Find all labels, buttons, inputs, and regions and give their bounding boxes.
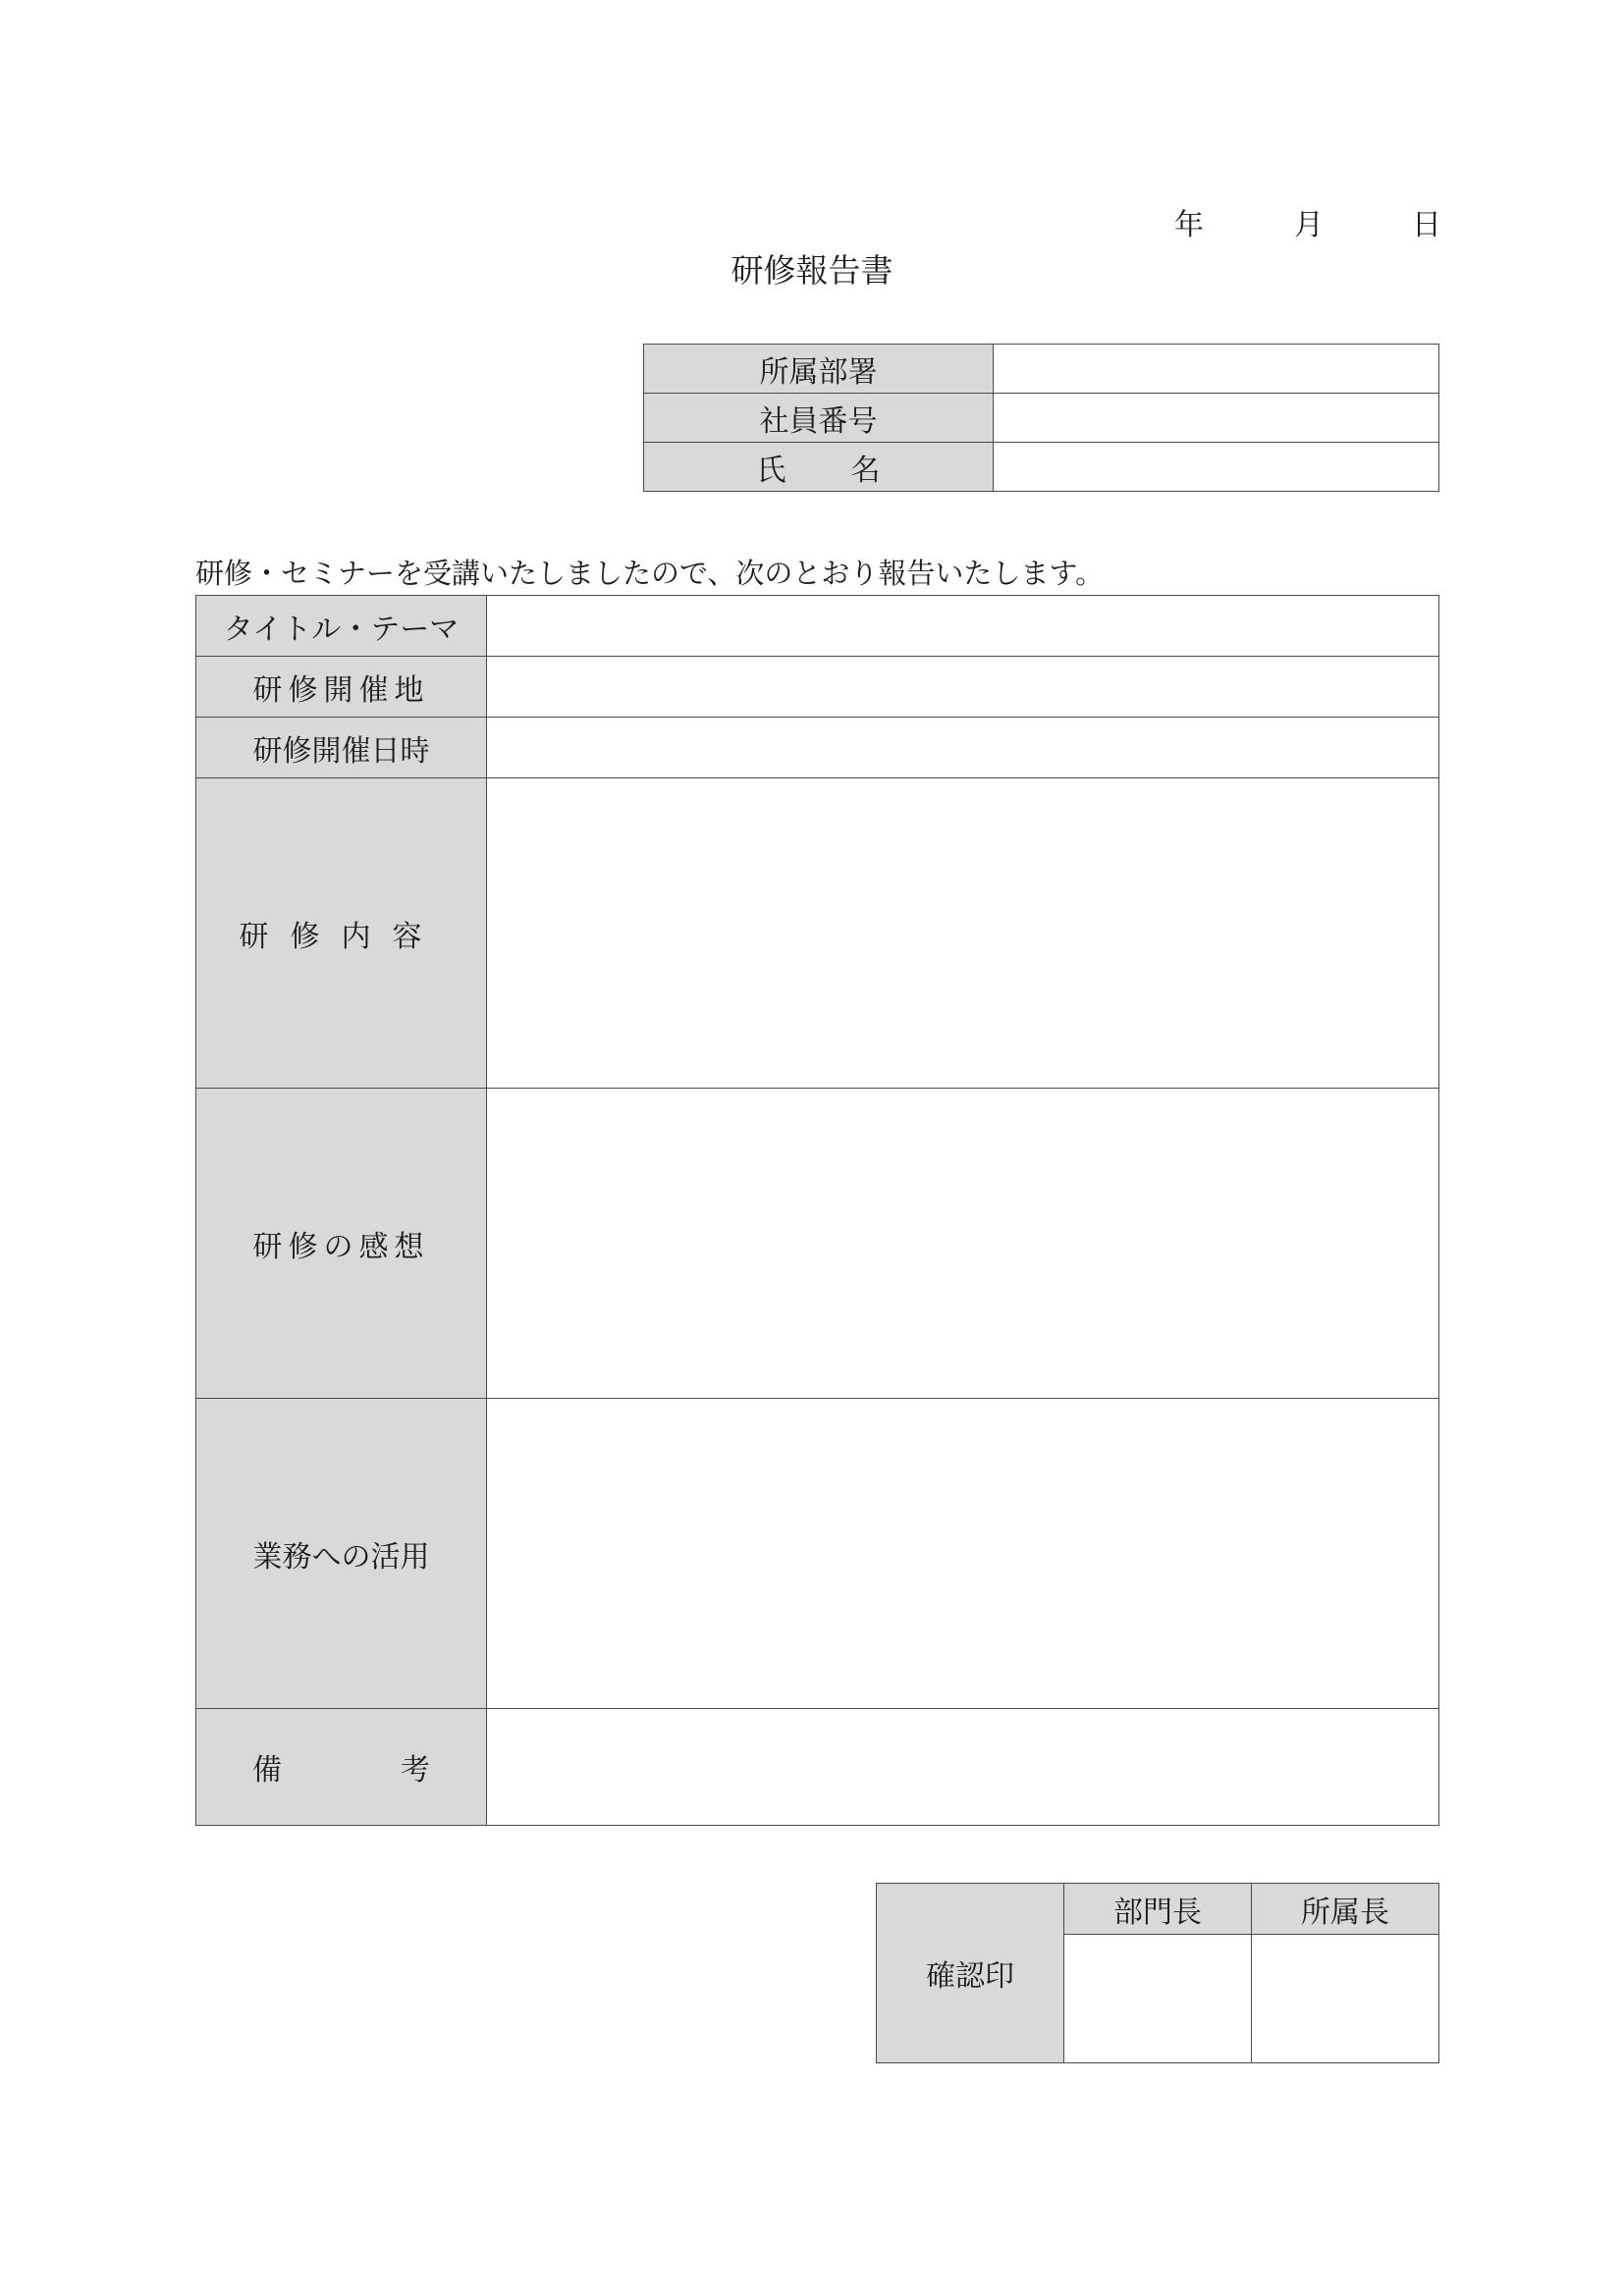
table-row (196, 596, 1439, 657)
remarks-field[interactable] (487, 1709, 1439, 1826)
datetime-field[interactable] (487, 718, 1439, 778)
day-label: 日 (1412, 208, 1441, 242)
department-field[interactable] (994, 345, 1439, 394)
datetime-label: 研修開催日時 (196, 718, 487, 778)
employee-number-label: 社員番号 (644, 394, 994, 443)
table-row (196, 778, 1439, 1089)
content-label: 研修内容 (196, 778, 487, 1089)
department-label: 所属部署 (644, 345, 994, 394)
venue-label: 研修開催地 (196, 657, 487, 718)
approval-stamp-table (876, 1883, 1439, 2063)
approval-label: 確認印 (877, 1884, 1064, 2063)
table-row (196, 1399, 1439, 1709)
name-label (644, 443, 994, 492)
table-row (196, 657, 1439, 718)
date-line (1174, 200, 1439, 240)
employee-number-field[interactable] (994, 394, 1439, 443)
table-row (196, 1709, 1439, 1826)
theme-label: タイトル・テーマ (196, 596, 487, 657)
applicant-info-table (643, 344, 1439, 492)
venue-field[interactable] (487, 657, 1439, 718)
name-label-part: 氏 (756, 453, 786, 488)
remarks-label (196, 1709, 487, 1826)
theme-field[interactable] (487, 596, 1439, 657)
application-label: 業務への活用 (196, 1399, 487, 1709)
remarks-label-part: 備 (252, 1753, 282, 1788)
table-row (644, 443, 1439, 492)
remarks-label-part: 考 (401, 1753, 430, 1788)
year-label: 年 (1174, 208, 1204, 242)
month-label: 月 (1294, 208, 1324, 242)
table-row (644, 394, 1439, 443)
page-title: 研修報告書 (731, 251, 893, 290)
dept-head-stamp-box[interactable] (1064, 1935, 1252, 2063)
table-row (196, 718, 1439, 778)
office-head-stamp-box[interactable] (1252, 1935, 1439, 2063)
name-field[interactable] (994, 443, 1439, 492)
table-row (644, 345, 1439, 394)
application-field[interactable] (487, 1399, 1439, 1709)
content-field[interactable] (487, 778, 1439, 1089)
intro-text: 研修・セミナーを受講いたしましたので、次のとおり報告いたします。 (195, 557, 1105, 590)
office-head-header: 所属長 (1252, 1884, 1439, 1935)
name-label-part: 名 (850, 453, 881, 488)
table-row (196, 1089, 1439, 1399)
impressions-label: 研修の感想 (196, 1089, 487, 1399)
impressions-field[interactable] (487, 1089, 1439, 1399)
report-table (195, 595, 1439, 1826)
dept-head-header: 部門長 (1064, 1884, 1252, 1935)
table-row (877, 1884, 1439, 1935)
